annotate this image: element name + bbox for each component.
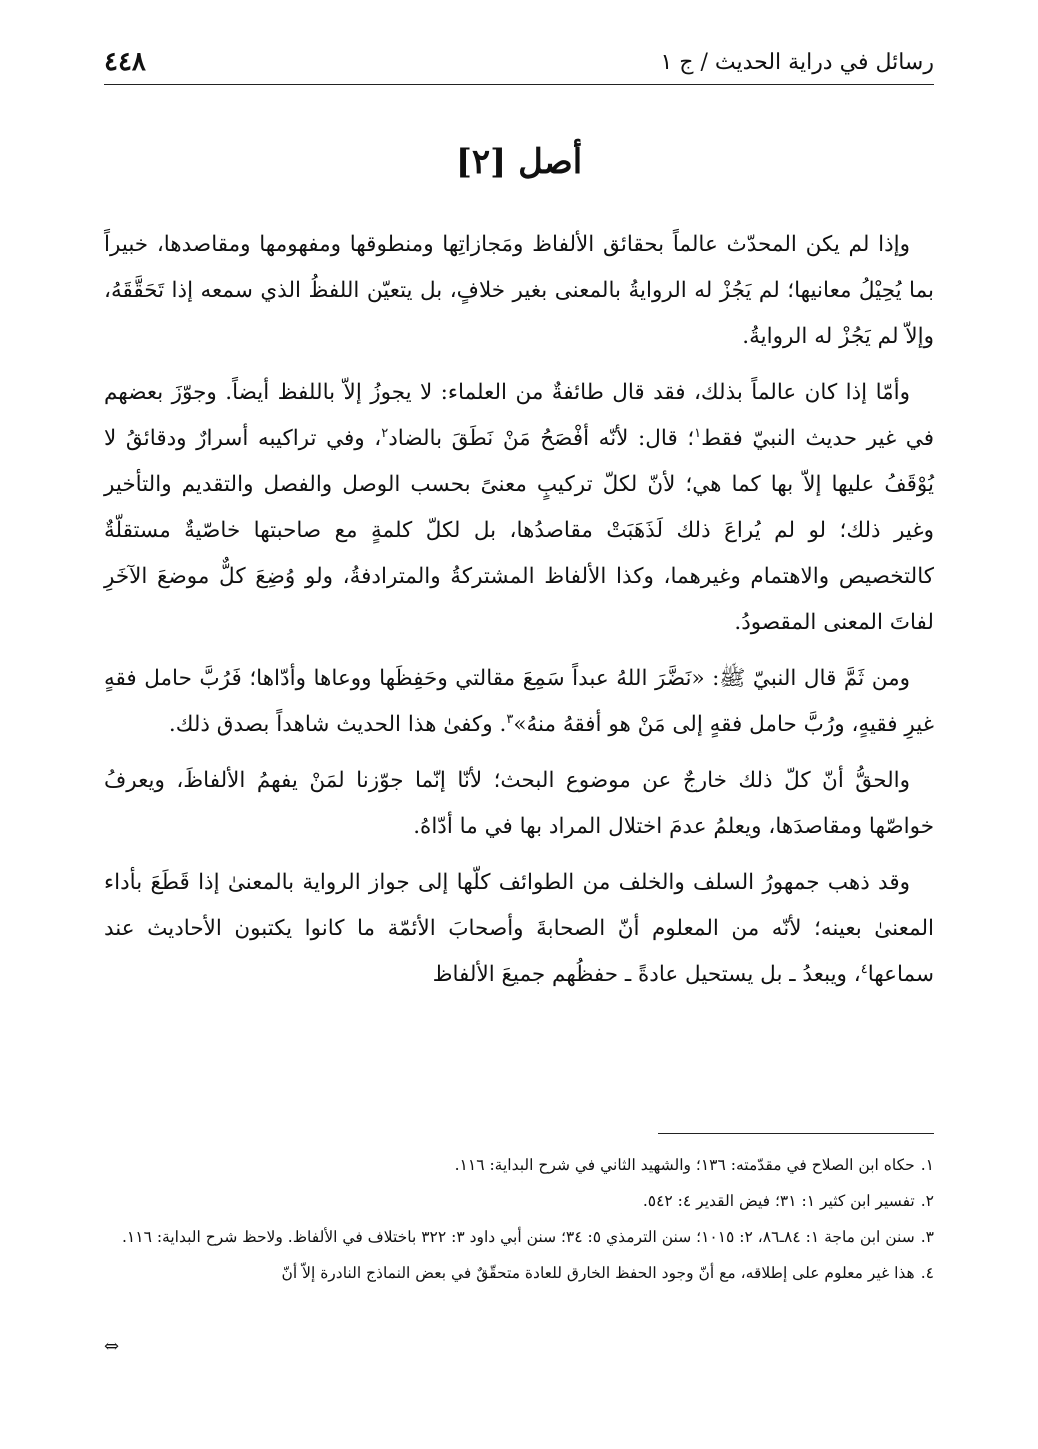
footnote-4-number: ٤. [920,1264,934,1282]
footnote-ref-2: ٢ [381,425,389,441]
footnote-ref-1: ١ [694,425,702,441]
footnote-4 [104,1258,934,1288]
footnote-3-text: سنن ابن ماجة ١: ٨٤ـ٨٦، ٢: ١٠١٥؛ سنن الترمذي ٥: ٣٤؛ سنن أبي داود ٣: ٣٢٢ باختلاف في الألفاظ. ولاحظ شرح البداية: ١١٦. [121,1228,915,1246]
footnote-3 [104,1222,934,1252]
footnote-3-number: ٣. [920,1228,934,1246]
paragraph-1-text: وإذا لم يكن المحدّث عالماً بحقائق الألفاظ ومَجازاتِها ومنطوقها ومفهومها ومقاصدها، خبيراً بما يُحِيْلُ معانيها؛ لم يَجُزْ له الروايةُ بالمعنى بغير خلافٍ، بل يتعيّن اللفظُ الذي سمعه إذا تَحَقَّقَهُ، وإلاّ لم يَجُزْ له الروايةُ. [104,232,934,349]
page-number: ٤٤٨ [104,47,146,77]
paragraph-4-text: والحقُّ أنّ كلّ ذلك خارجٌ عن موضوع البحث؛ لأنّا إنّما جوّزنا لمَنْ يفهمُ الألفاظَ، ويعرفُ خواصّها ومقاصدَها، ويعلمُ عدمَ اختلال المراد بها في ما أدّاهُ. [104,768,934,839]
paragraph-5 [104,860,934,998]
footnote-1 [104,1150,934,1180]
footnote-1-number: ١. [920,1156,934,1174]
paragraph-2-text-c: ، وفي تراكيبه أسرارٌ ودقائقُ لا يُوْقَفُ عليها إلاّ بها كما هي؛ لأنّ لكلّ تركيبٍ معنىً بحسب الوصل والفصل والتقديم والتأخير وغير ذلك؛ لو لم يُراعَ ذلك لَذَهَبَتْ مقاصدُها، بل لكلّ كلمةٍ مع صاحبتها خاصّيةٌ مستقلّةٌ كالتخصيص والاهتمام وغيرهما، وكذا الألفاظ المشتركةُ والمترادفةُ، ولو وُضِعَ كلٌّ موضعَ الآخَرِ لفاتَ المعنى المقصودُ. [104,426,934,635]
footnote-ref-4: ٤ [860,961,868,977]
continuation-arrow-icon: ⇔ [104,1336,120,1357]
paragraph-2 [104,370,934,646]
paragraph-5-text-a: وقد ذهب جمهورُ السلف والخلف من الطوائف كلّها إلى جواز الرواية بالمعنىٰ إذا قَطَعَ بأداء المعنىٰ بعينه؛ لأنّه من المعلوم أنّ الصحابةَ وأصحابَ الأئمّة ما كانوا يكتبون الأحاديث عند سماعها [104,870,934,987]
footnote-2-text: تفسير ابن كثير ١: ٣١؛ فيض القدير ٤: ٥٤٢. [642,1192,915,1210]
book-page [104,0,934,1449]
body-text [104,222,934,1008]
footnote-4-text: هذا غير معلوم على إطلاقه، مع أنّ وجود الحفظ الخارق للعادة متحقّقٌ في بعض النماذج النادرة إلاّ أنّ [281,1264,915,1282]
paragraph-2-text-b: ؛ قال: لأنّه أفْصَحُ مَنْ نَطَقَ بالضاد [388,426,695,451]
footnote-ref-3: ٣ [506,711,514,727]
paragraph-2-text-a: وأمّا إذا كان عالماً بذلك، فقد قال طائفةٌ من العلماء: لا يجوزُ إلاّ باللفظ أيضاً. وجوّزَ بعضهم في غير حديث النبيّ فقط [104,380,934,451]
running-head [104,40,934,85]
footnote-2-number: ٢. [920,1192,934,1210]
footnotes [104,1150,934,1294]
footnote-separator [658,1133,934,1134]
footnote-2 [104,1186,934,1216]
paragraph-5-text-b: ، ويبعدُ ـ بل يستحيل عادةً ـ حفظُهم جميعَ الألفاظ [432,962,861,987]
section-title: أصل [٢] [455,142,583,182]
paragraph-3-text-b: . وكفىٰ هذا الحديث شاهداً بصدق ذلك. [168,712,507,737]
paragraph-3 [104,656,934,748]
paragraph-3-text-a: ومن ثَمَّ قال النبيّ ﷺ: «نَضَّرَ اللهُ عبداً سَمِعَ مقالتي وحَفِظَها ووعاها وأدّاها؛ فَرُبَّ حامل فقهٍ غيرِ فقيهٍ، ورُبَّ حامل فقهٍ إلى مَنْ هو أفقهُ منهُ» [104,666,934,737]
running-title: رسائل في دراية الحديث / ج ١ [660,49,934,75]
footnote-1-text: حكاه ابن الصلاح في مقدّمته: ١٣٦؛ والشهيد الثاني في شرح البداية: ١١٦. [454,1156,915,1174]
paragraph-4 [104,758,934,850]
paragraph-1 [104,222,934,360]
